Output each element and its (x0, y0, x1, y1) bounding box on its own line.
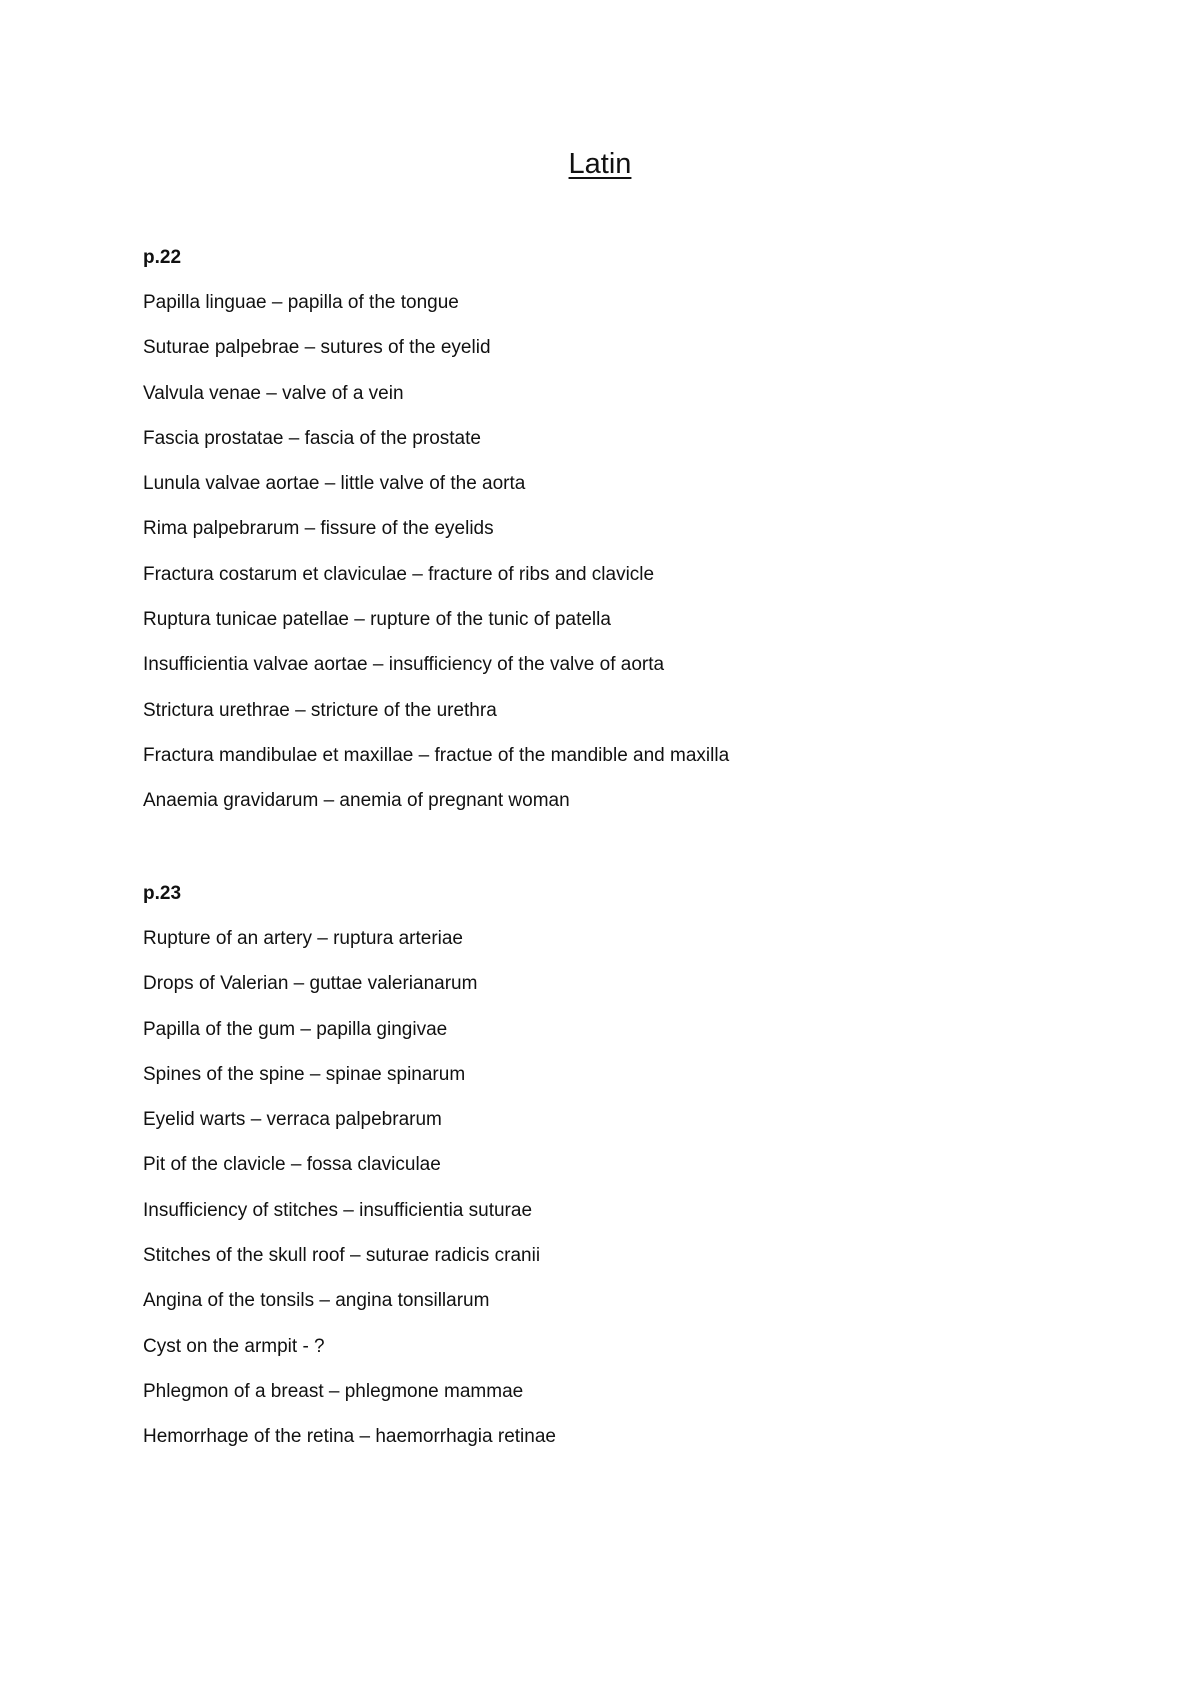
entry-line: Valvula venae – valve of a vein (143, 382, 404, 404)
entry-line: Hemorrhage of the retina – haemorrhagia retinae (143, 1426, 556, 1448)
entry-line: Papilla of the gum – papilla gingivae (143, 1018, 448, 1040)
entry-line: Fascia prostatae – fascia of the prostate (143, 427, 481, 449)
entry-line: Strictura urethrae – stricture of the urethra (143, 699, 497, 721)
entry-line: Fractura costarum et claviculae – fracture of ribs and clavicle (143, 563, 655, 585)
section-heading: p.23 (143, 883, 182, 904)
entry-line: Suturae palpebrae – sutures of the eyelid (143, 337, 491, 359)
entry-list (143, 927, 1143, 1449)
entry-line: Eyelid warts – verraca palpebrarum (143, 1109, 442, 1131)
entry-line: Pit of the clavicle – fossa claviculae (143, 1154, 441, 1176)
entry-line: Ruptura tunicae patellae – rupture of the tunic of patella (143, 609, 611, 631)
section-heading: p.22 (143, 247, 182, 268)
entry-line: Fractura mandibulae et maxillae – fractue of the mandible and maxilla (143, 744, 730, 766)
entry-line: Rima palpebrarum – fissure of the eyelids (143, 518, 494, 540)
entry-line: Anaemia gravidarum – anemia of pregnant woman (143, 790, 570, 812)
section-p23 (143, 882, 1143, 1471)
entry-line: Phlegmon of a breast – phlegmone mammae (143, 1380, 524, 1402)
entry-line: Cyst on the armpit - ? (143, 1335, 325, 1357)
entry-list (143, 291, 1143, 813)
entry-line: Spines of the spine – spinae spinarum (143, 1063, 466, 1085)
entry-line: Rupture of an artery – ruptura arteriae (143, 928, 464, 949)
entry-line: Lunula valvae aortae – little valve of the aorta (143, 473, 526, 495)
entry-line: Insufficiency of stitches – insufficientia suturae (143, 1199, 533, 1221)
section-p22 (143, 246, 1143, 835)
entry-line: Papilla linguae – papilla of the tongue (143, 292, 459, 313)
entry-line: Angina of the tonsils – angina tonsillarum (143, 1290, 490, 1312)
page-title: Latin (568, 148, 632, 180)
entry-line: Stitches of the skull roof – suturae radicis cranii (143, 1245, 541, 1267)
entry-line: Insufficientia valvae aortae – insufficiency of the valve of aorta (143, 654, 665, 676)
entry-line: Drops of Valerian – guttae valerianarum (143, 973, 478, 995)
